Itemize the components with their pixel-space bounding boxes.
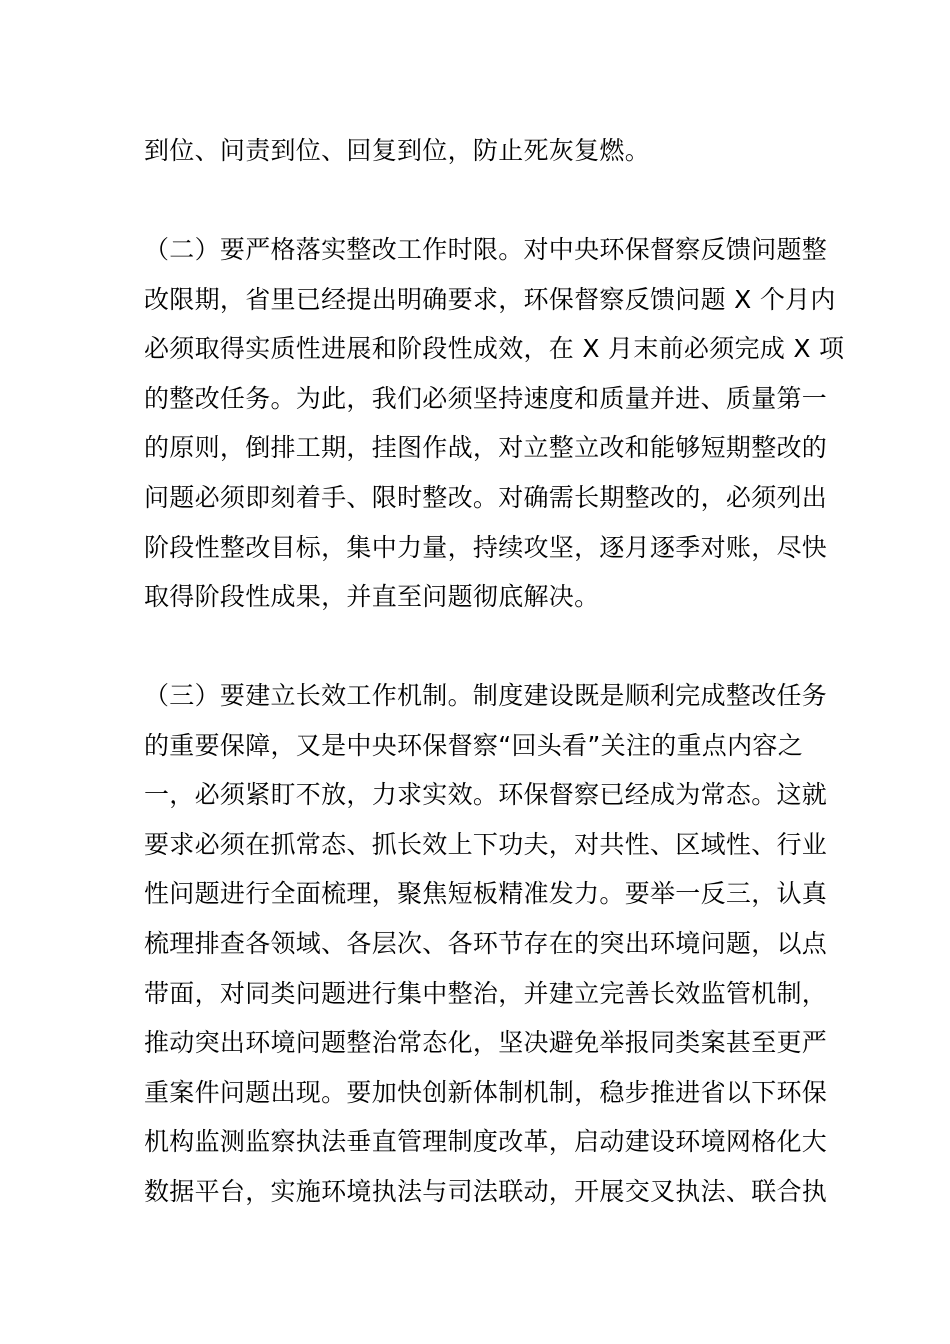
text-line: 机构监测监察执法垂直管理制度改革，启动建设环境网格化大 (144, 1127, 828, 1157)
text-line: 取得阶段性成果，并直至问题彻底解决。 (144, 582, 600, 612)
text-line: 性问题进行全面梳理，聚焦短板精准发力。要举一反三，认真 (144, 879, 828, 909)
paragraph-section-two (144, 225, 845, 622)
text-line: 梳理排查各领域、各层次、各环节存在的突出环境问题，以点 (144, 928, 828, 958)
text-line: 改限期，省里已经提出明确要求，环保督察反馈问题 X 个月内 (144, 284, 836, 314)
text-line: 重案件问题出现。要加快创新体制机制，稳步推进省以下环保 (144, 1077, 828, 1107)
text-line: 推动突出环境问题整治常态化，坚决避免举报同类案甚至更严 (144, 1028, 828, 1058)
text-line: 一，必须紧盯不放，力求实效。环保督察已经成为常态。这就 (144, 780, 828, 810)
text-line: 必须取得实质性进展和阶段性成效，在 X 月末前必须完成 X 项 (144, 334, 845, 364)
text-line: 的原则，倒排工期，挂图作战，对立整立改和能够短期整改的 (144, 433, 828, 463)
text-line: 的整改任务。为此，我们必须坚持速度和质量并进、质量第一 (144, 383, 828, 413)
text-line: （三）要建立长效工作机制。制度建设既是顺利完成整改任务 (144, 681, 828, 710)
text-line: 要求必须在抓常态、抓长效上下功夫，对共性、区域性、行业 (144, 829, 828, 859)
paragraph-continuation (144, 126, 810, 176)
text-line: 的重要保障，又是中央环保督察“回头看”关注的重点内容之 (144, 730, 804, 760)
text-line: 到位、问责到位、回复到位，防止死灰复燃。 (144, 136, 651, 165)
text-line: 阶段性整改目标，集中力量，持续攻坚，逐月逐季对账，尽快 (144, 532, 828, 562)
text-line: 问题必须即刻着手、限时整改。对确需长期整改的，必须列出 (144, 482, 828, 512)
text-line: 带面，对同类问题进行集中整治，并建立完善长效监管机制， (144, 978, 828, 1008)
text-line: 数据平台，实施环境执法与司法联动，开展交叉执法、联合执 (144, 1176, 828, 1206)
text-line: （二）要严格落实整改工作时限。对中央环保督察反馈问题整 (144, 235, 828, 264)
paragraph-section-three (144, 671, 828, 1217)
